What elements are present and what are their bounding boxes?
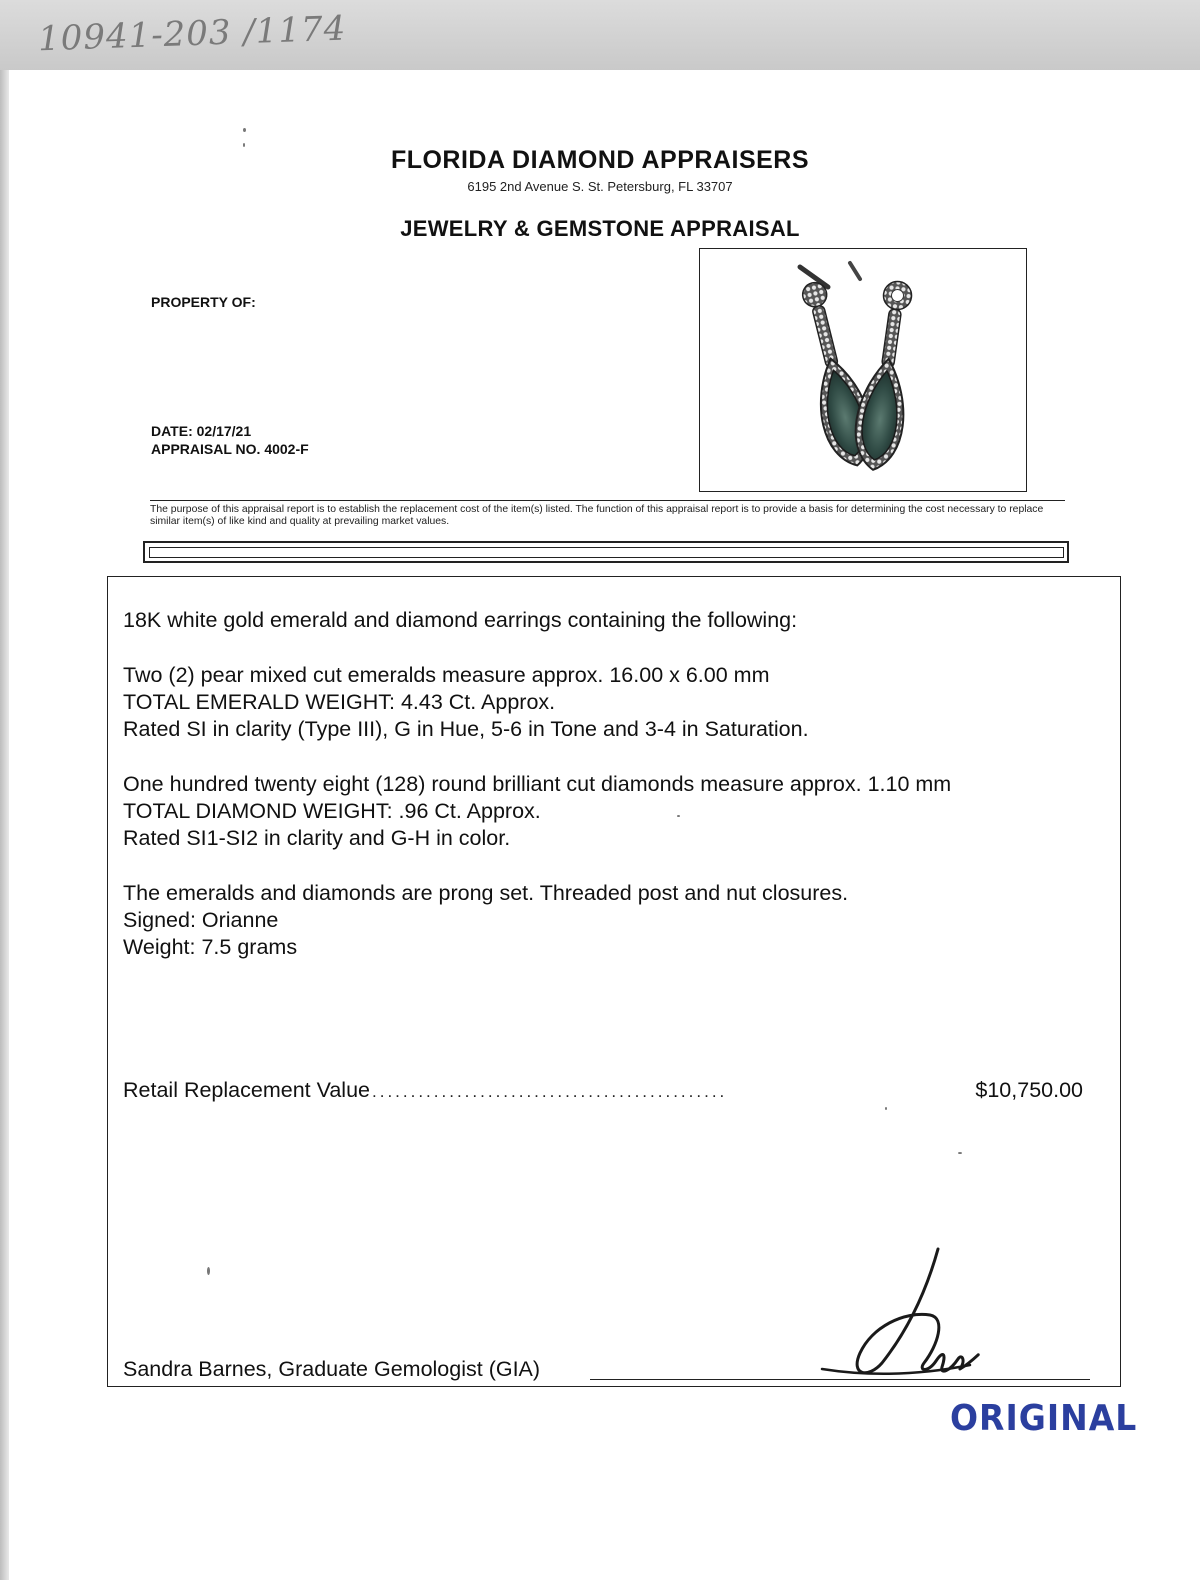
- scan-speck: [677, 815, 680, 817]
- scan-speck: [243, 143, 245, 147]
- scan-speck: [885, 1107, 887, 1110]
- scan-shadow-left: [0, 70, 9, 1580]
- handwritten-note: 10941-203 /1174: [37, 8, 347, 60]
- replacement-value-label: Retail Replacement Value: [123, 1078, 370, 1102]
- appraisal-date: DATE: 02/17/21: [151, 423, 252, 439]
- item-photo: [699, 248, 1027, 492]
- dot-leader: ..............................................: [372, 1082, 728, 1101]
- item-intro: 18K white gold emerald and diamond earrings containing the following:: [123, 608, 798, 632]
- setting-details: The emeralds and diamonds are prong set. Threaded post and nut closures.: [123, 881, 849, 905]
- original-stamp: ORIGINAL: [950, 1396, 1138, 1439]
- scan-speck: [243, 128, 246, 132]
- company-name: FLORIDA DIAMOND APPRAISERS: [390, 146, 810, 174]
- double-rule-bar: [143, 541, 1069, 563]
- scan-speck: [958, 1152, 962, 1154]
- emerald-measurement: Two (2) pear mixed cut emeralds measure approx. 16.00 x 6.00 mm: [123, 663, 770, 687]
- company-address: 6195 2nd Avenue S. St. Petersburg, FL 33707: [467, 179, 733, 194]
- diamond-weight: TOTAL DIAMOND WEIGHT: .96 Ct. Approx.: [123, 799, 541, 823]
- signed-maker: Signed: Orianne: [123, 908, 279, 932]
- property-of-label: PROPERTY OF:: [151, 294, 256, 310]
- appraisal-number: APPRAISAL NO. 4002-F: [151, 441, 309, 457]
- earrings-illustration: [700, 249, 1026, 491]
- scan-speck: [207, 1267, 210, 1275]
- signatory-name: Sandra Barnes, Graduate Gemologist (GIA): [123, 1357, 541, 1381]
- item-weight: Weight: 7.5 grams: [123, 935, 298, 959]
- emerald-weight: TOTAL EMERALD WEIGHT: 4.43 Ct. Approx.: [123, 690, 556, 714]
- handwritten-signature: [820, 1245, 990, 1390]
- emerald-grade: Rated SI in clarity (Type III), G in Hue, 5-6 in Tone and 3-4 in Saturation.: [123, 717, 809, 741]
- replacement-value-row: [123, 1078, 1083, 1106]
- diamond-grade: Rated SI1-SI2 in clarity and G-H in color.: [123, 826, 511, 850]
- document-title: JEWELRY & GEMSTONE APPRAISAL: [400, 216, 800, 241]
- replacement-value-amount: $10,750.00: [975, 1078, 1083, 1102]
- diamond-measurement: One hundred twenty eight (128) round brilliant cut diamonds measure approx. 1.10 mm: [123, 772, 952, 796]
- purpose-statement: The purpose of this appraisal report is to establish the replacement cost of the item(s) listed. The function of this appraisal report is to provide a basis for determining the cost necessary to replace similar item(s) of like kind and quality at prevailing market values.: [150, 500, 1065, 528]
